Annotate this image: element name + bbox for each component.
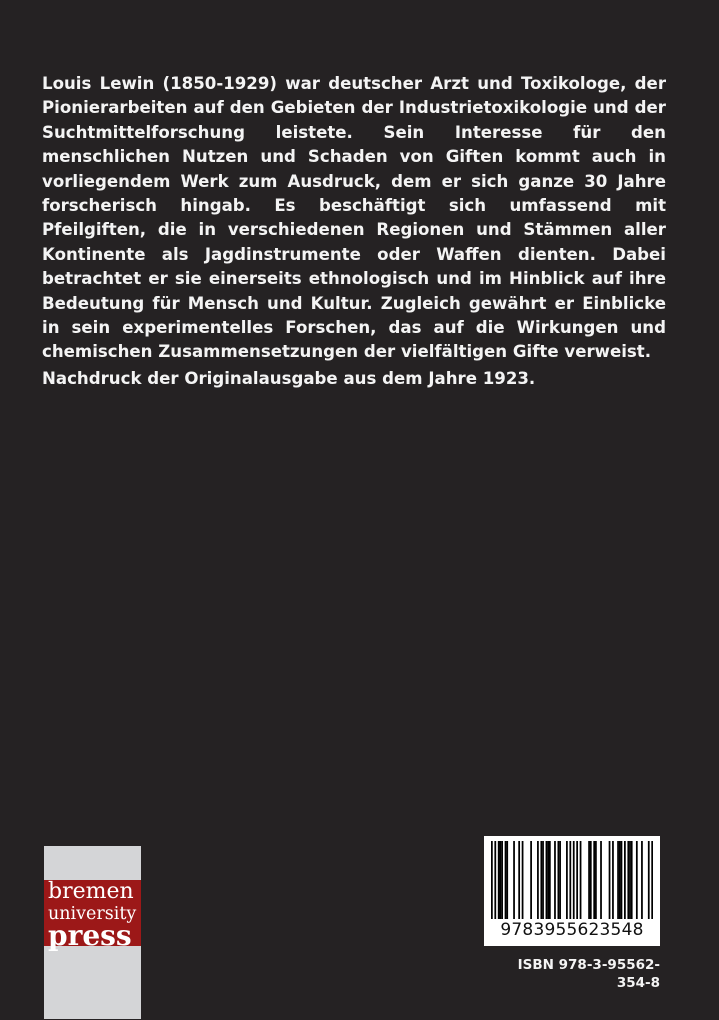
barcode-bar [501,841,503,919]
barcode-bar [537,841,539,919]
barcode-bar [500,841,502,919]
barcode [484,836,660,946]
barcode-bar [547,841,549,919]
barcode-bar [617,841,619,919]
barcode-bar [619,841,621,919]
barcode-bar [554,841,556,919]
publisher-logo-line-2: university [48,904,137,924]
barcode-bar [641,841,643,919]
barcode-bar [651,841,653,919]
barcode-bar [629,841,631,919]
barcode-bar [569,841,571,919]
barcode-bar [590,841,592,919]
publisher-logo-line-1: bremen [48,879,134,904]
barcode-bar [595,841,597,919]
isbn: ISBN 978-3-95562-354-8 [517,957,660,991]
barcode-bar [573,841,575,919]
barcode-bar [558,841,560,919]
barcode-bar [576,841,578,919]
barcode-bar [621,841,623,919]
barcode-bar [627,841,629,919]
barcode-bar [505,841,507,919]
barcode-bar [636,841,638,919]
back-cover-description: Louis Lewin (1850-1929) war deutscher Arzt und Toxikologe, der Pionierarbeiten auf den Gebieten der Industrietoxikologie und der Suchtmittelforschung leistete. Sein Interesse für den menschlichen Nutzen und Schaden von Giften kommt auch in vorliegendem Werk zum Ausdruck, dem er sich ganze 30 Jahre forscherisch hingab. Es beschäftigt sich umfassend mit Pfeilgiften, die in verschiedenen Regionen und Stämmen aller Kontinente als Jagdinstrumente oder Waffen dienten. Dabei betrachtet er sie einerseits ethnologisch und im Hinblick auf ihre Bedeutung für Mensch und Kultur. Zugleich gewährt er Einblicke in sein experimentelles Forschen, das auf die Wirkungen und chemischen Zusammensetzungen der vielfältigen Gifte verweist. [42,74,666,362]
barcode-bar [491,841,493,919]
barcode-bar [542,841,544,919]
barcode-bar [522,841,524,919]
barcode-bar [513,841,515,919]
barcode-bar [631,841,633,919]
barcode-bar [624,841,626,919]
publisher-logo [44,846,141,1019]
barcode-bar [546,841,548,919]
barcode-bar [530,841,532,919]
barcode-bar [498,841,500,919]
barcode-bar [494,841,496,919]
reprint-note: Nachdruck der Originalausgabe aus dem Jahre 1923. [42,369,536,388]
barcode-bar [588,841,590,919]
barcode-bar [612,841,614,919]
barcode-bar [593,841,595,919]
barcode-bar [518,841,520,919]
barcode-bar [506,841,508,919]
barcode-digits: 9783955623548 [500,920,644,940]
publisher-logo-line-3: press [48,919,132,952]
barcode-bar [580,841,582,919]
barcode-bar [540,841,542,919]
barcode-bar [609,841,611,919]
publisher-logo-band [44,879,141,952]
barcode-bar [600,841,602,919]
barcode-bar [566,841,568,919]
barcode-bar [549,841,551,919]
barcode-bar [559,841,561,919]
barcode-bar [648,841,650,919]
barcode-bars [491,841,653,919]
